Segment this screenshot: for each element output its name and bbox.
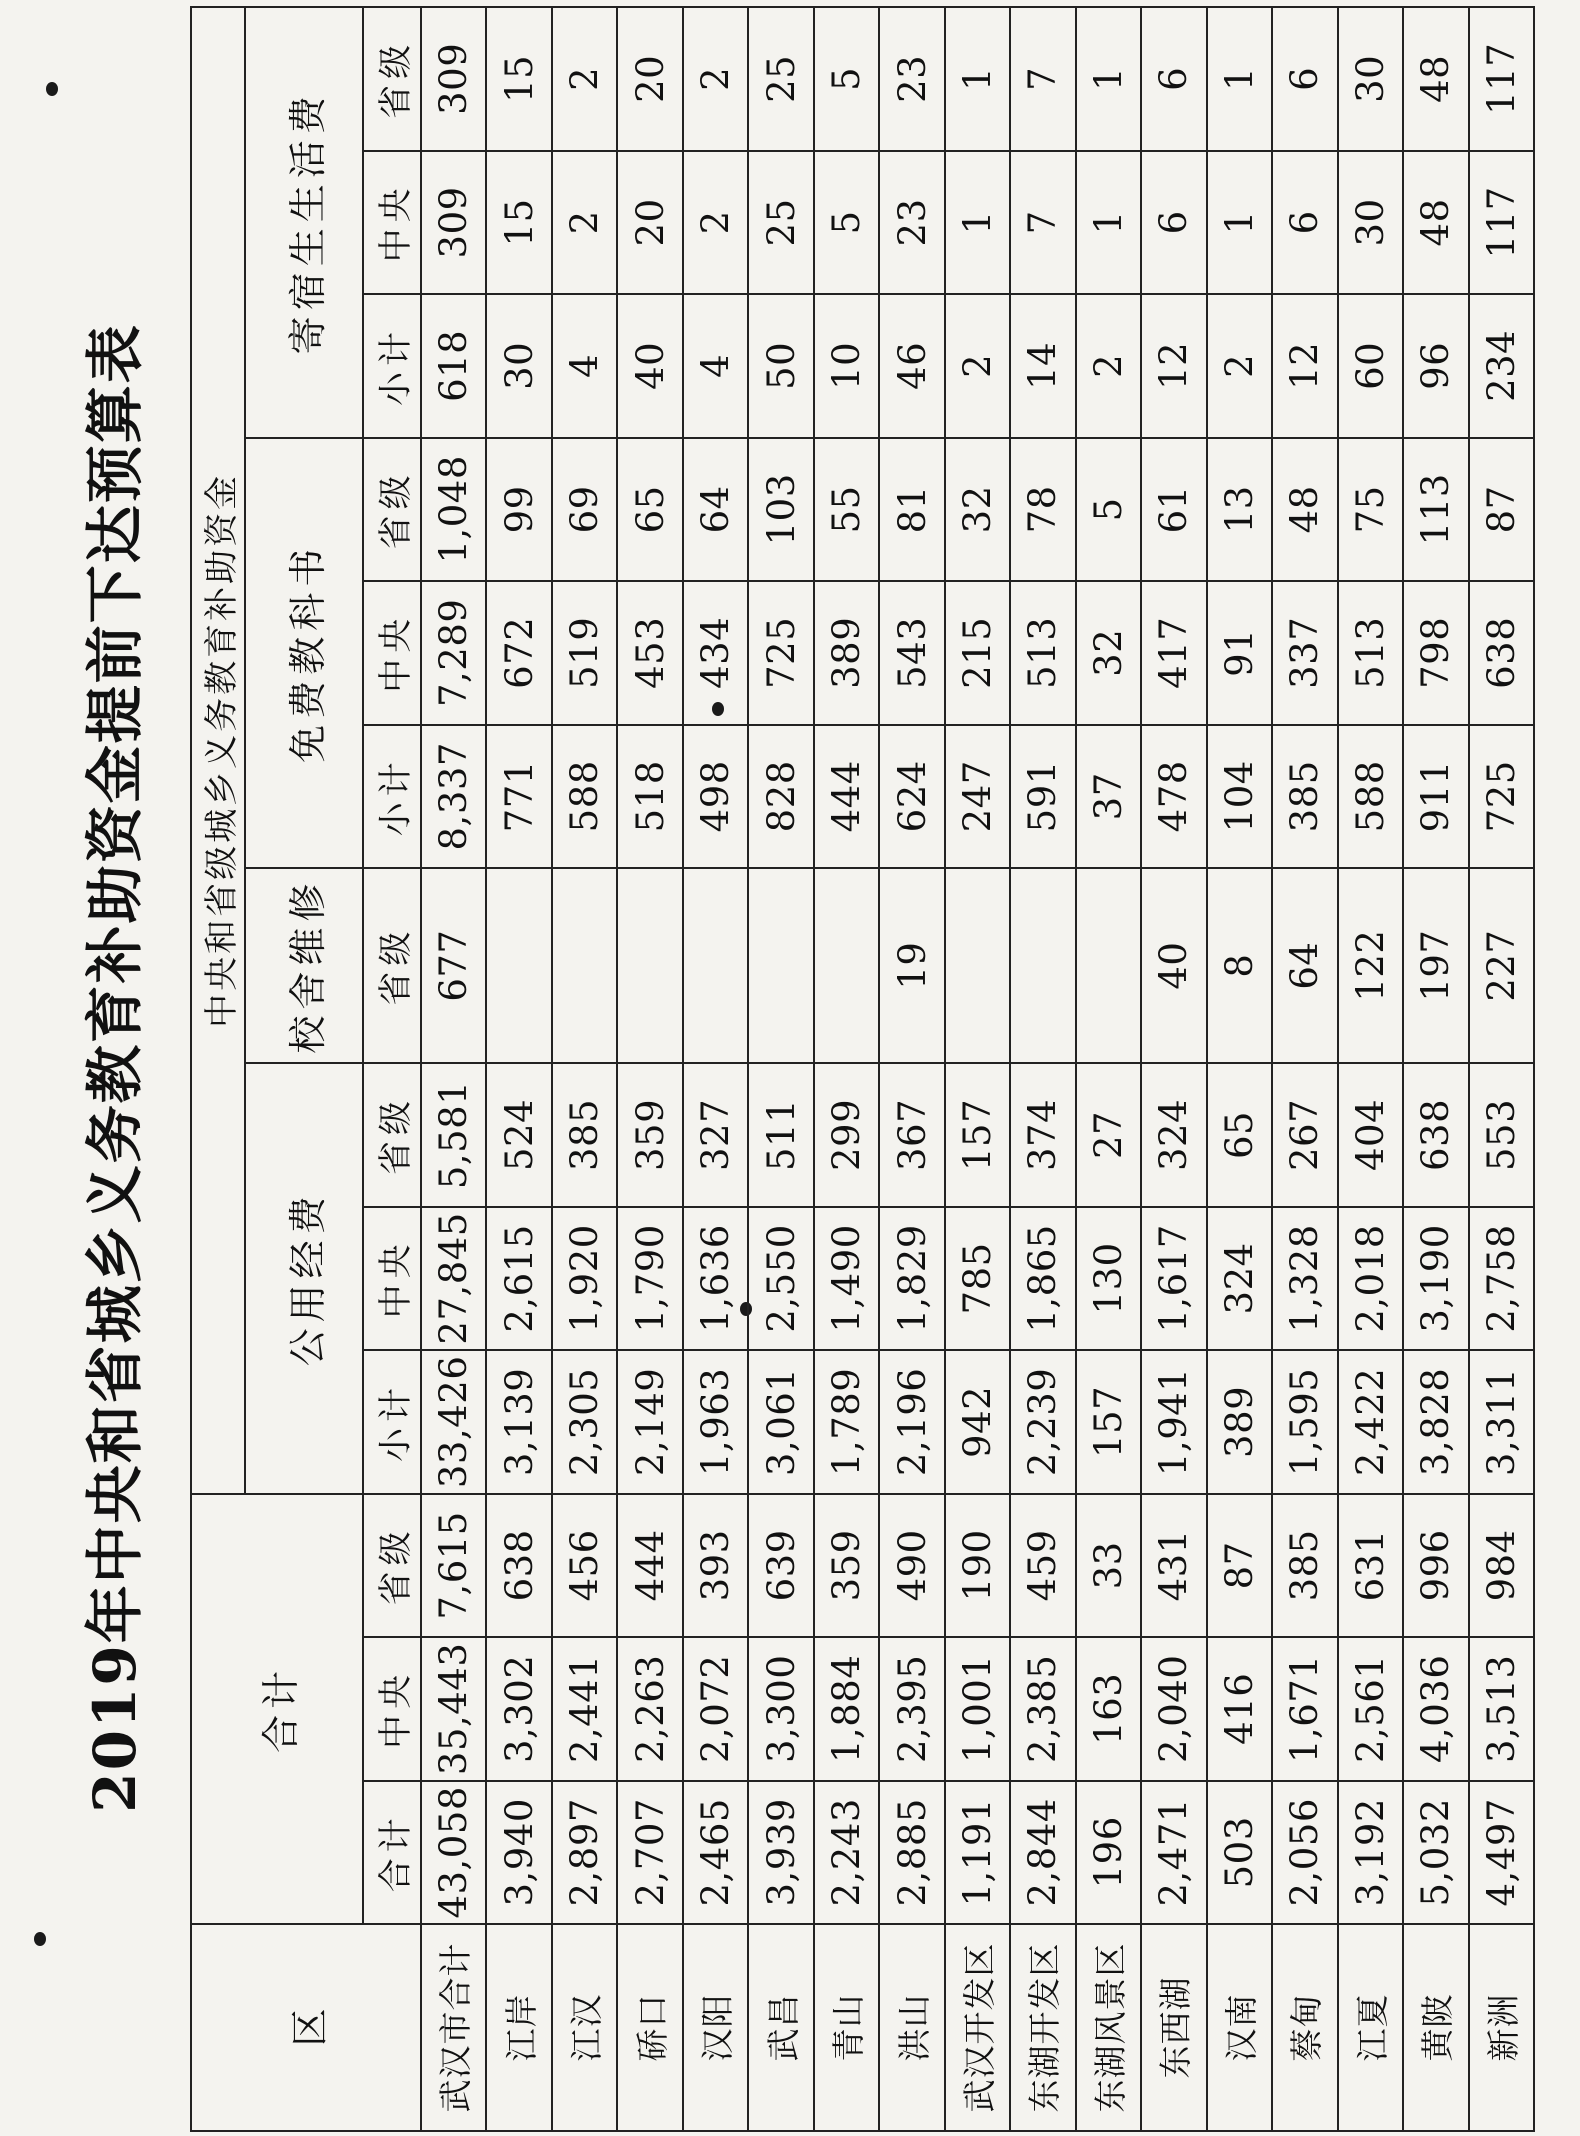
- cell-value: 309: [421, 7, 486, 151]
- cell-value: 638: [1469, 581, 1535, 724]
- table-row: [814, 7, 879, 2131]
- cell-value: 1,328: [1272, 1207, 1337, 1350]
- cell-value: 4: [683, 294, 748, 437]
- cell-value: 299: [814, 1063, 879, 1206]
- cell-value: 1,636: [683, 1207, 748, 1350]
- cell-value: 2,844: [1010, 1781, 1075, 1924]
- cell-value: 434: [683, 581, 748, 724]
- cell-value: 2,305: [552, 1350, 617, 1493]
- header-total-group: 合计: [191, 1494, 363, 1924]
- cell-value: 785: [945, 1207, 1010, 1350]
- cell-value: [1010, 868, 1075, 1063]
- cell-value: 190: [945, 1494, 1010, 1637]
- cell-value: 2,561: [1338, 1637, 1403, 1780]
- cell-value: 33,426: [421, 1350, 486, 1493]
- cell-value: 30: [1338, 7, 1403, 151]
- cell-value: 122: [1338, 868, 1403, 1063]
- cell-value: 374: [1010, 1063, 1075, 1206]
- cell-value: 81: [879, 438, 944, 581]
- cell-value: [486, 868, 551, 1063]
- cell-value: 2,758: [1469, 1207, 1535, 1350]
- table-row: [1469, 7, 1535, 2131]
- row-area-name: 硚口: [617, 1924, 682, 2131]
- cell-value: 15: [486, 7, 551, 151]
- cell-value: [683, 868, 748, 1063]
- header-section-public-funds: 公用经费: [245, 1063, 363, 1493]
- cell-value: 48: [1272, 438, 1337, 581]
- cell-value: 911: [1403, 725, 1468, 868]
- cell-value: 327: [683, 1063, 748, 1206]
- header-sub-subtotal: 小计: [363, 725, 421, 868]
- cell-value: 543: [879, 581, 944, 724]
- cell-value: 1,865: [1010, 1207, 1075, 1350]
- cell-value: 157: [945, 1063, 1010, 1206]
- cell-value: 2,018: [1338, 1207, 1403, 1350]
- cell-value: 490: [879, 1494, 944, 1637]
- table-row: [945, 7, 1010, 2131]
- table-row: [1141, 7, 1206, 2131]
- cell-value: 984: [1469, 1494, 1535, 1637]
- row-area-name: 黄陂: [1403, 1924, 1468, 2131]
- table-row: [1403, 7, 1468, 2131]
- cell-value: 50: [748, 294, 813, 437]
- cell-value: 267: [1272, 1063, 1337, 1206]
- cell-value: 48: [1403, 151, 1468, 294]
- cell-value: 725: [748, 581, 813, 724]
- cell-value: 2,471: [1141, 1781, 1206, 1924]
- cell-value: 3,061: [748, 1350, 813, 1493]
- cell-value: 417: [1141, 581, 1206, 724]
- cell-value: 2,263: [617, 1637, 682, 1780]
- cell-value: [748, 868, 813, 1063]
- cell-value: 2: [1207, 294, 1272, 437]
- table-row: [486, 7, 551, 2131]
- budget-table: [190, 6, 1535, 2132]
- cell-value: 13: [1207, 438, 1272, 581]
- cell-value: 359: [617, 1063, 682, 1206]
- cell-value: 2,615: [486, 1207, 551, 1350]
- cell-value: 3,302: [486, 1637, 551, 1780]
- header-sub-central: 中央: [363, 151, 421, 294]
- row-area-name: 东西湖: [1141, 1924, 1206, 2131]
- cell-value: 197: [1403, 868, 1468, 1063]
- cell-value: 2,897: [552, 1781, 617, 1924]
- table-row: [683, 7, 748, 2131]
- cell-value: 389: [814, 581, 879, 724]
- cell-value: 64: [683, 438, 748, 581]
- cell-value: 78: [1010, 438, 1075, 581]
- cell-value: 588: [1338, 725, 1403, 868]
- cell-value: 1,829: [879, 1207, 944, 1350]
- cell-value: 2,149: [617, 1350, 682, 1493]
- cell-value: 64: [1272, 868, 1337, 1063]
- cell-value: 5: [814, 151, 879, 294]
- cell-value: 25: [748, 7, 813, 151]
- cell-value: 1,490: [814, 1207, 879, 1350]
- cell-value: 511: [748, 1063, 813, 1206]
- cell-value: 1,048: [421, 438, 486, 581]
- cell-value: 7: [1010, 7, 1075, 151]
- cell-value: 798: [1403, 581, 1468, 724]
- cell-value: 2: [1076, 294, 1141, 437]
- cell-value: 117: [1469, 151, 1535, 294]
- row-area-name: 武汉开发区: [945, 1924, 1010, 2131]
- row-area-name: 汉南: [1207, 1924, 1272, 2131]
- cell-value: 7: [1010, 151, 1075, 294]
- cell-value: 3,300: [748, 1637, 813, 1780]
- cell-value: 524: [486, 1063, 551, 1206]
- header-sub-total: 合计: [363, 1781, 421, 1924]
- cell-value: 1,789: [814, 1350, 879, 1493]
- cell-value: 518: [617, 725, 682, 868]
- cell-value: 638: [1403, 1063, 1468, 1206]
- cell-value: 725: [1469, 725, 1535, 868]
- cell-value: 96: [1403, 294, 1468, 437]
- cell-value: 459: [1010, 1494, 1075, 1637]
- cell-value: 6: [1272, 7, 1337, 151]
- cell-value: 91: [1207, 581, 1272, 724]
- cell-value: 5,032: [1403, 1781, 1468, 1924]
- document-title: 2019年中央和省城乡义务教育补助资金提前下达预算表: [81, 323, 149, 1813]
- cell-value: 117: [1469, 7, 1535, 151]
- cell-value: 2,550: [748, 1207, 813, 1350]
- cell-value: 2: [683, 7, 748, 151]
- cell-value: 519: [552, 581, 617, 724]
- cell-value: 227: [1469, 868, 1535, 1063]
- table-row: [617, 7, 682, 2131]
- cell-value: 48: [1403, 7, 1468, 151]
- cell-value: 1: [1076, 7, 1141, 151]
- cell-value: 8,337: [421, 725, 486, 868]
- cell-value: 324: [1141, 1063, 1206, 1206]
- cell-value: 5: [814, 7, 879, 151]
- row-area-name: 蔡甸: [1272, 1924, 1337, 2131]
- cell-value: 404: [1338, 1063, 1403, 1206]
- row-area-name: 武汉市合计: [421, 1924, 486, 2131]
- row-area-name: 江汉: [552, 1924, 617, 2131]
- cell-value: 1: [945, 151, 1010, 294]
- cell-value: 3,190: [1403, 1207, 1468, 1350]
- cell-value: 2,441: [552, 1637, 617, 1780]
- row-area-name: 汉阳: [683, 1924, 748, 2131]
- cell-value: [617, 868, 682, 1063]
- header-area: 区: [191, 1924, 421, 2131]
- cell-value: 385: [552, 1063, 617, 1206]
- table-row: [421, 7, 486, 2131]
- cell-value: 498: [683, 725, 748, 868]
- cell-value: 6: [1272, 151, 1337, 294]
- cell-value: 30: [486, 294, 551, 437]
- cell-value: 20: [617, 7, 682, 151]
- cell-value: 503: [1207, 1781, 1272, 1924]
- cell-value: 1,790: [617, 1207, 682, 1350]
- cell-value: 2,422: [1338, 1350, 1403, 1493]
- cell-value: 61: [1141, 438, 1206, 581]
- cell-value: 3,192: [1338, 1781, 1403, 1924]
- cell-value: 30: [1338, 151, 1403, 294]
- cell-value: 7,615: [421, 1494, 486, 1637]
- cell-value: [945, 868, 1010, 1063]
- cell-value: 553: [1469, 1063, 1535, 1206]
- cell-value: 631: [1338, 1494, 1403, 1637]
- cell-value: 385: [1272, 1494, 1337, 1637]
- cell-value: 2,395: [879, 1637, 944, 1780]
- cell-value: 2,239: [1010, 1350, 1075, 1493]
- cell-value: 2,385: [1010, 1637, 1075, 1780]
- cell-value: 385: [1272, 725, 1337, 868]
- cell-value: 3,940: [486, 1781, 551, 1924]
- cell-value: 2: [945, 294, 1010, 437]
- cell-value: 416: [1207, 1637, 1272, 1780]
- cell-value: 2,056: [1272, 1781, 1337, 1924]
- cell-value: [552, 868, 617, 1063]
- cell-value: 624: [879, 725, 944, 868]
- row-area-name: 武昌: [748, 1924, 813, 2131]
- cell-value: 113: [1403, 438, 1468, 581]
- cell-value: 14: [1010, 294, 1075, 437]
- cell-value: 46: [879, 294, 944, 437]
- cell-value: 65: [617, 438, 682, 581]
- header-fund-group: 中央和省级城乡义务教育补助资金: [191, 7, 245, 1494]
- cell-value: 247: [945, 725, 1010, 868]
- cell-value: 1,617: [1141, 1207, 1206, 1350]
- cell-value: 2,196: [879, 1350, 944, 1493]
- cell-value: 337: [1272, 581, 1337, 724]
- cell-value: 6: [1141, 151, 1206, 294]
- cell-value: 23: [879, 7, 944, 151]
- cell-value: 32: [1076, 581, 1141, 724]
- header-row-group: [191, 7, 245, 2131]
- cell-value: [1076, 868, 1141, 1063]
- cell-value: 444: [814, 725, 879, 868]
- cell-value: 4: [552, 294, 617, 437]
- row-area-name: 洪山: [879, 1924, 944, 2131]
- cell-value: 3,139: [486, 1350, 551, 1493]
- cell-value: 1,671: [1272, 1637, 1337, 1780]
- cell-value: 3,828: [1403, 1350, 1468, 1493]
- cell-value: 87: [1469, 438, 1535, 581]
- cell-value: 15: [486, 151, 551, 294]
- header-section-school-repair: 校舍维修: [245, 868, 363, 1063]
- cell-value: 234: [1469, 294, 1535, 437]
- table-row: [748, 7, 813, 2131]
- row-area-name: 东湖风景区: [1076, 1924, 1141, 2131]
- row-area-name: 江岸: [486, 1924, 551, 2131]
- cell-value: 25: [748, 151, 813, 294]
- row-area-name: 新洲: [1469, 1924, 1535, 2131]
- cell-value: [814, 868, 879, 1063]
- cell-value: 69: [552, 438, 617, 581]
- table-row: [1338, 7, 1403, 2131]
- cell-value: 33: [1076, 1494, 1141, 1637]
- cell-value: 453: [617, 581, 682, 724]
- cell-value: 27,845: [421, 1207, 486, 1350]
- cell-value: 1: [1076, 151, 1141, 294]
- cell-value: 1: [1207, 7, 1272, 151]
- cell-value: 3,939: [748, 1781, 813, 1924]
- header-sub-central: 中央: [363, 1207, 421, 1350]
- cell-value: 8: [1207, 868, 1272, 1063]
- header-sub-subtotal: 小计: [363, 294, 421, 437]
- header-row-sub: [363, 7, 421, 2131]
- row-area-name: 东湖开发区: [1010, 1924, 1075, 2131]
- cell-value: 2,707: [617, 1781, 682, 1924]
- cell-value: 1,884: [814, 1637, 879, 1780]
- cell-value: 12: [1141, 294, 1206, 437]
- header-sub-central: 中央: [363, 1637, 421, 1780]
- cell-value: 367: [879, 1063, 944, 1206]
- cell-value: 2,243: [814, 1781, 879, 1924]
- cell-value: 828: [748, 725, 813, 868]
- cell-value: 215: [945, 581, 1010, 724]
- cell-value: 588: [552, 725, 617, 868]
- cell-value: 1,963: [683, 1350, 748, 1493]
- cell-value: 942: [945, 1350, 1010, 1493]
- cell-value: 10: [814, 294, 879, 437]
- cell-value: 513: [1338, 581, 1403, 724]
- cell-value: 389: [1207, 1350, 1272, 1493]
- cell-value: 2,040: [1141, 1637, 1206, 1780]
- cell-value: 43,058: [421, 1781, 486, 1924]
- cell-value: 639: [748, 1494, 813, 1637]
- cell-value: 87: [1207, 1494, 1272, 1637]
- cell-value: 40: [617, 294, 682, 437]
- cell-value: 444: [617, 1494, 682, 1637]
- cell-value: 163: [1076, 1637, 1141, 1780]
- cell-value: 309: [421, 151, 486, 294]
- cell-value: 2: [683, 151, 748, 294]
- cell-value: 1,941: [1141, 1350, 1206, 1493]
- cell-value: 103: [748, 438, 813, 581]
- cell-value: 1,595: [1272, 1350, 1337, 1493]
- cell-value: 7,289: [421, 581, 486, 724]
- cell-value: 40: [1141, 868, 1206, 1063]
- cell-value: 35,443: [421, 1637, 486, 1780]
- cell-value: 618: [421, 294, 486, 437]
- cell-value: 55: [814, 438, 879, 581]
- cell-value: 996: [1403, 1494, 1468, 1637]
- cell-value: 196: [1076, 1781, 1141, 1924]
- cell-value: 4,036: [1403, 1637, 1468, 1780]
- header-sub-subtotal: 小计: [363, 1350, 421, 1493]
- cell-value: 2,465: [683, 1781, 748, 1924]
- cell-value: 2,072: [683, 1637, 748, 1780]
- header-sub-province: 省级: [363, 1063, 421, 1206]
- cell-value: 393: [683, 1494, 748, 1637]
- cell-value: 1,920: [552, 1207, 617, 1350]
- table-row: [552, 7, 617, 2131]
- header-sub-province: 省级: [363, 7, 421, 151]
- row-area-name: 江夏: [1338, 1924, 1403, 2131]
- cell-value: 6: [1141, 7, 1206, 151]
- table-row: [1272, 7, 1337, 2131]
- cell-value: 19: [879, 868, 944, 1063]
- cell-value: 359: [814, 1494, 879, 1637]
- cell-value: 4,497: [1469, 1781, 1535, 1924]
- cell-value: 324: [1207, 1207, 1272, 1350]
- table-row: [1010, 7, 1075, 2131]
- cell-value: 3,311: [1469, 1350, 1535, 1493]
- cell-value: 1,001: [945, 1637, 1010, 1780]
- cell-value: 591: [1010, 725, 1075, 868]
- table-row: [1207, 7, 1272, 2131]
- cell-value: 157: [1076, 1350, 1141, 1493]
- cell-value: 677: [421, 868, 486, 1063]
- header-sub-province: 省级: [363, 868, 421, 1063]
- row-area-name: 青山: [814, 1924, 879, 2131]
- cell-value: 12: [1272, 294, 1337, 437]
- cell-value: 478: [1141, 725, 1206, 868]
- cell-value: 20: [617, 151, 682, 294]
- cell-value: 638: [486, 1494, 551, 1637]
- cell-value: 104: [1207, 725, 1272, 868]
- header-section-boarding-allowance: 寄宿生生活费: [245, 7, 363, 438]
- table-row: [879, 7, 944, 2131]
- cell-value: 672: [486, 581, 551, 724]
- table-row: [1076, 7, 1141, 2131]
- cell-value: 130: [1076, 1207, 1141, 1350]
- cell-value: 27: [1076, 1063, 1141, 1206]
- cell-value: 3,513: [1469, 1637, 1535, 1780]
- header-sub-central: 中央: [363, 581, 421, 724]
- cell-value: 5,581: [421, 1063, 486, 1206]
- cell-value: 1: [1207, 151, 1272, 294]
- cell-value: 1: [945, 7, 1010, 151]
- header-sub-province: 省级: [363, 438, 421, 581]
- cell-value: 2: [552, 7, 617, 151]
- cell-value: 99: [486, 438, 551, 581]
- cell-value: 1,191: [945, 1781, 1010, 1924]
- cell-value: 60: [1338, 294, 1403, 437]
- header-section-free-textbooks: 免费教科书: [245, 438, 363, 868]
- cell-value: 456: [552, 1494, 617, 1637]
- cell-value: 37: [1076, 725, 1141, 868]
- cell-value: 32: [945, 438, 1010, 581]
- cell-value: 513: [1010, 581, 1075, 724]
- header-sub-province: 省级: [363, 1494, 421, 1637]
- cell-value: 65: [1207, 1063, 1272, 1206]
- cell-value: 431: [1141, 1494, 1206, 1637]
- cell-value: 23: [879, 151, 944, 294]
- cell-value: 2: [552, 151, 617, 294]
- cell-value: 2,885: [879, 1781, 944, 1924]
- cell-value: 75: [1338, 438, 1403, 581]
- cell-value: 771: [486, 725, 551, 868]
- cell-value: 5: [1076, 438, 1141, 581]
